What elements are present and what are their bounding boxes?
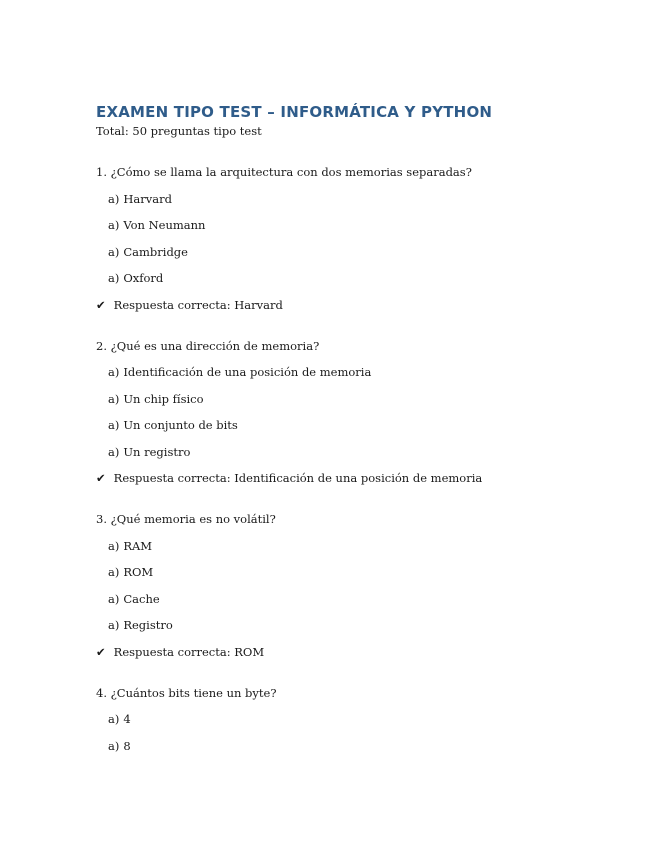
option-text: Oxford xyxy=(123,271,164,285)
question-2 xyxy=(96,338,616,487)
option-label: a) xyxy=(108,418,120,432)
option-text: Cambridge xyxy=(123,244,188,259)
answer-prefix: Respuesta correcta: xyxy=(113,644,231,659)
option-item xyxy=(96,591,616,607)
option-label: a) xyxy=(108,712,120,726)
option-item xyxy=(96,738,616,754)
option-item xyxy=(96,711,616,727)
answer-text: Identificación de una posición de memoria xyxy=(234,471,483,485)
question-3 xyxy=(96,511,616,660)
question-body: ¿Qué es una dirección de memoria? xyxy=(110,338,320,353)
option-label: a) xyxy=(108,218,120,232)
question-text xyxy=(96,685,616,701)
question-body: ¿Cómo se llama la arquitectura con dos memorias separadas? xyxy=(110,165,472,179)
option-text: Identificación de una posición de memoria xyxy=(123,365,372,379)
question-body: ¿Qué memoria es no volátil? xyxy=(110,512,276,526)
correct-answer xyxy=(96,297,616,313)
question-number: 1. xyxy=(96,165,107,179)
option-text: 4 xyxy=(123,712,131,726)
question-number: 3. xyxy=(96,512,107,526)
option-label: a) xyxy=(108,191,120,206)
answer-text: Harvard xyxy=(234,297,283,312)
option-text: Cache xyxy=(123,591,160,606)
total-value: 50 preguntas tipo test xyxy=(132,124,262,138)
option-text: ROM xyxy=(123,565,154,579)
option-label: a) xyxy=(108,538,120,553)
check-icon: ✔ xyxy=(96,471,106,485)
option-item xyxy=(96,244,616,260)
option-item xyxy=(96,564,616,580)
answer-prefix: Respuesta correcta: xyxy=(113,471,231,485)
option-label: a) xyxy=(108,391,120,406)
correct-answer xyxy=(96,644,616,660)
option-label: a) xyxy=(108,444,120,459)
option-text: Un registro xyxy=(123,444,191,459)
question-4 xyxy=(96,685,616,754)
question-number: 4. xyxy=(96,685,107,700)
option-text: Von Neumann xyxy=(123,218,206,232)
option-text: RAM xyxy=(123,538,153,553)
option-label: a) xyxy=(108,271,120,285)
answer-prefix: Respuesta correcta: xyxy=(113,297,231,312)
option-label: a) xyxy=(108,565,120,579)
question-text xyxy=(96,164,616,180)
option-text: Harvard xyxy=(123,191,172,206)
option-item xyxy=(96,444,616,460)
question-1 xyxy=(96,164,616,313)
document-content xyxy=(96,101,616,754)
option-item xyxy=(96,364,616,380)
check-icon: ✔ xyxy=(96,297,106,312)
question-text xyxy=(96,338,616,354)
answer-text: ROM xyxy=(234,644,265,659)
option-item xyxy=(96,417,616,433)
correct-answer xyxy=(96,470,616,486)
option-label: a) xyxy=(108,244,120,259)
option-label: a) xyxy=(108,365,120,379)
option-text: Registro xyxy=(123,618,173,632)
option-item xyxy=(96,270,616,286)
option-text: Un conjunto de bits xyxy=(123,418,238,432)
option-item xyxy=(96,391,616,407)
option-item xyxy=(96,217,616,233)
option-item xyxy=(96,617,616,633)
check-icon: ✔ xyxy=(96,644,106,659)
option-text: Un chip físico xyxy=(123,391,204,406)
question-number: 2. xyxy=(96,338,107,353)
option-item xyxy=(96,191,616,207)
option-item xyxy=(96,538,616,554)
page-title: EXAMEN TIPO TEST – INFORMÁTICA Y PYTHON xyxy=(96,103,493,121)
option-label: a) xyxy=(108,591,120,606)
option-label: a) xyxy=(108,738,120,753)
option-label: a) xyxy=(108,618,120,632)
option-text: 8 xyxy=(123,738,131,753)
exam-total xyxy=(96,123,616,139)
total-label: Total: xyxy=(96,124,129,138)
question-text xyxy=(96,511,616,527)
question-body: ¿Cuántos bits tiene un byte? xyxy=(110,685,277,700)
